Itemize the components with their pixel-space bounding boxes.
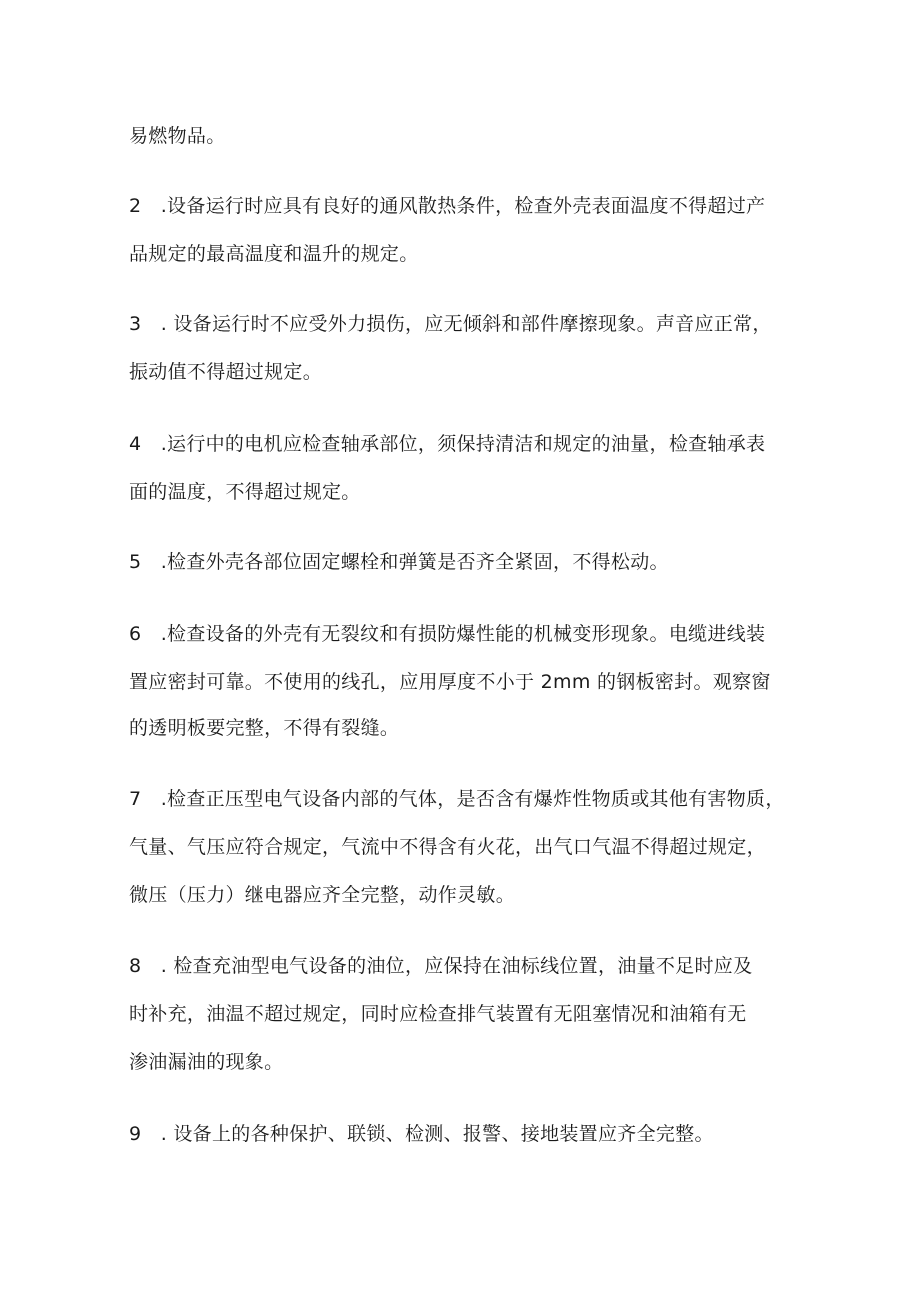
text-line: 2 .设备运行时应具有良好的通风散热条件，检查外壳表面温度不得超过产 xyxy=(129,195,766,217)
text-line: 微压（压力）继电器应齐全完整，动作灵敏。 xyxy=(129,884,516,906)
text-line: 3 . 设备运行时不应受外力损伤，应无倾斜和部件摩擦现象。声音应正常， xyxy=(129,313,772,335)
text-line: 7 .检查正压型电气设备内部的气体，是否含有爆炸性物质或其他有害物质， xyxy=(129,788,785,810)
text-line: 易燃物品。 xyxy=(129,125,226,147)
text-line: 9 . 设备上的各种保护、联锁、检测、报警、接地装置应齐全完整。 xyxy=(129,1123,714,1145)
text-line: 5 .检查外壳各部位固定螺栓和弹簧是否齐全紧固，不得松动。 xyxy=(129,551,669,573)
text-line: 的透明板要完整，不得有裂缝。 xyxy=(129,717,400,739)
text-line: 置应密封可靠。不使用的线孔，应用厚度不小于 2mm 的钢板密封。观察窗 xyxy=(129,671,771,693)
text-line: 渗油漏油的现象。 xyxy=(129,1051,284,1073)
text-line: 8 . 检查充油型电气设备的油位，应保持在油标线位置，油量不足时应及 xyxy=(129,955,753,977)
text-line: 6 .检查设备的外壳有无裂纹和有损防爆性能的机械变形现象。电缆进线装 xyxy=(129,623,766,645)
text-line: 气量、气压应符合规定，气流中不得含有火花，出气口气温不得超过规定， xyxy=(129,836,766,858)
text-line: 面的温度，不得超过规定。 xyxy=(129,481,361,503)
text-line: 4 .运行中的电机应检查轴承部位，须保持清洁和规定的油量，检查轴承表 xyxy=(129,433,766,455)
text-line: 品规定的最高温度和温升的规定。 xyxy=(129,243,419,265)
text-line: 时补充，油温不超过规定，同时应检查排气装置有无阻塞情况和油箱有无 xyxy=(129,1003,747,1025)
text-line: 振动值不得超过规定。 xyxy=(129,361,323,383)
